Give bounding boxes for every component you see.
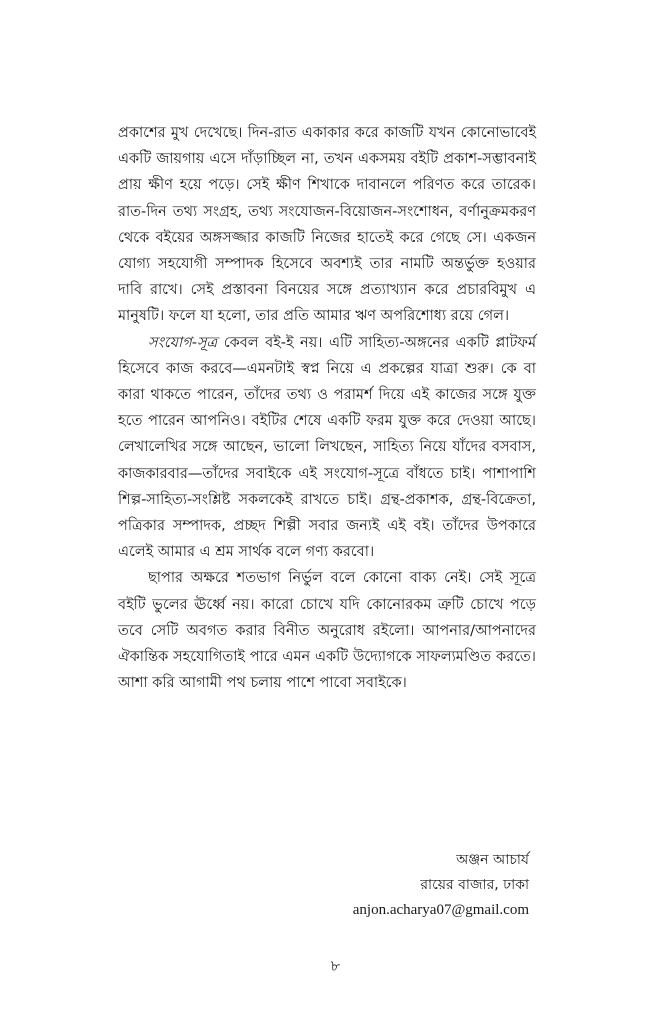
paragraph-project-vision — [118, 330, 536, 566]
book-title-italic: সংযোগ-সূত্র — [148, 334, 218, 351]
page-number: ৮ — [330, 957, 341, 975]
signature-block — [353, 848, 529, 923]
author-name: অঞ্জন আচার্য — [456, 852, 529, 868]
author-email: anjon.acharya07@gmail.com — [352, 902, 529, 918]
body-text — [118, 120, 536, 696]
paragraph-errata-request: ছাপার অক্ষরে শতভাগ নির্ভুল বলে কোনো বাক্য নেই। সেই সূত্রে বইটি ভুলের ঊর্ধ্বে নয়। কারো চোখে যদি কোনোরকম ত্রুটি চোখে পড়ে তবে সেটি অবগত করার বিনীত অনুরোধ রইলো। আপনার/আপনাদের ঐকান্তিক সহযোগিতাই পারে এমন একটি উদ্যোগকে সাফল্যমণ্ডিত করতে। আশা করি আগামী পথ চলায় পাশে পাবো সবাইকে। — [118, 570, 536, 692]
paragraph-acknowledgement: প্রকাশের মুখ দেখেছে। দিন-রাত একাকার করে কাজটি যখন কোনোভাবেই একটি জায়গায় এসে দাঁড়াচ্ছিল না, তখন একসময় বইটি প্রকাশ-সম্ভাবনাই প্রায় ক্ষীণ হয়ে পড়ে। সেই ক্ষীণ শিখাকে দাবানলে পরিণত করে তারেক। রাত-দিন তথ্য সংগ্রহ, তথ্য সংযোজন-বিয়োজন-সংশোধন, বর্ণানুক্রমকরণ থেকে বইয়ের অঙ্গসজ্জার কাজটি নিজের হাতেই করে গেছে সে। একজন যোগ্য সহযোগী সম্পাদক হিসেবে অবশ্যই তার নামটি অন্তর্ভুক্ত হওয়ার দাবি রাখে। সেই প্রস্তাবনা বিনয়ের সঙ্গে প্রত্যাখ্যান করে প্রচারবিমুখ এ মানুষটি। ফলে যা হলো, তার প্রতি আমার ঋণ অপরিশোধ্য রয়ে গেল। — [118, 125, 536, 325]
paragraph-project-vision-text: কেবল বই-ই নয়। এটি সাহিত্য-অঙ্গনের একটি প্লাটফর্ম হিসেবে কাজ করবে—এমনটাই স্বপ্ন নিয়ে এ প্রকল্পের যাত্রা শুরু। কে বা কারা থাকতে পারেন, তাঁদের তথ্য ও পরামর্শ দিয়ে এই কাজের সঙ্গে যুক্ত হতে পারেন আপনিও। বইটির শেষে একটি ফরম যুক্ত করে দেওয়া আছে। লেখালেখির সঙ্গে আছেন, ভালো লিখছেন, সাহিত্য নিয়ে যাঁদের বসবাস, কাজকারবার—তাঁদের সবাইকে এই সংযোগ-সূত্রে বাঁধতে চাই। পাশাপাশি শিল্প-সাহিত্য-সংশ্লিষ্ট সকলকেই রাখতে চাই। গ্রন্থ-প্রকাশক, গ্রন্থ-বিক্রেতা, পত্রিকার সম্পাদক, প্রচ্ছদ শিল্পী সবার জন্যই এই বই। তাঁদের উপকারে এলেই আমার এ শ্রম সার্থক বলে গণ্য করবো। — [118, 334, 536, 561]
author-location: রায়ের বাজার, ঢাকা — [420, 877, 529, 893]
